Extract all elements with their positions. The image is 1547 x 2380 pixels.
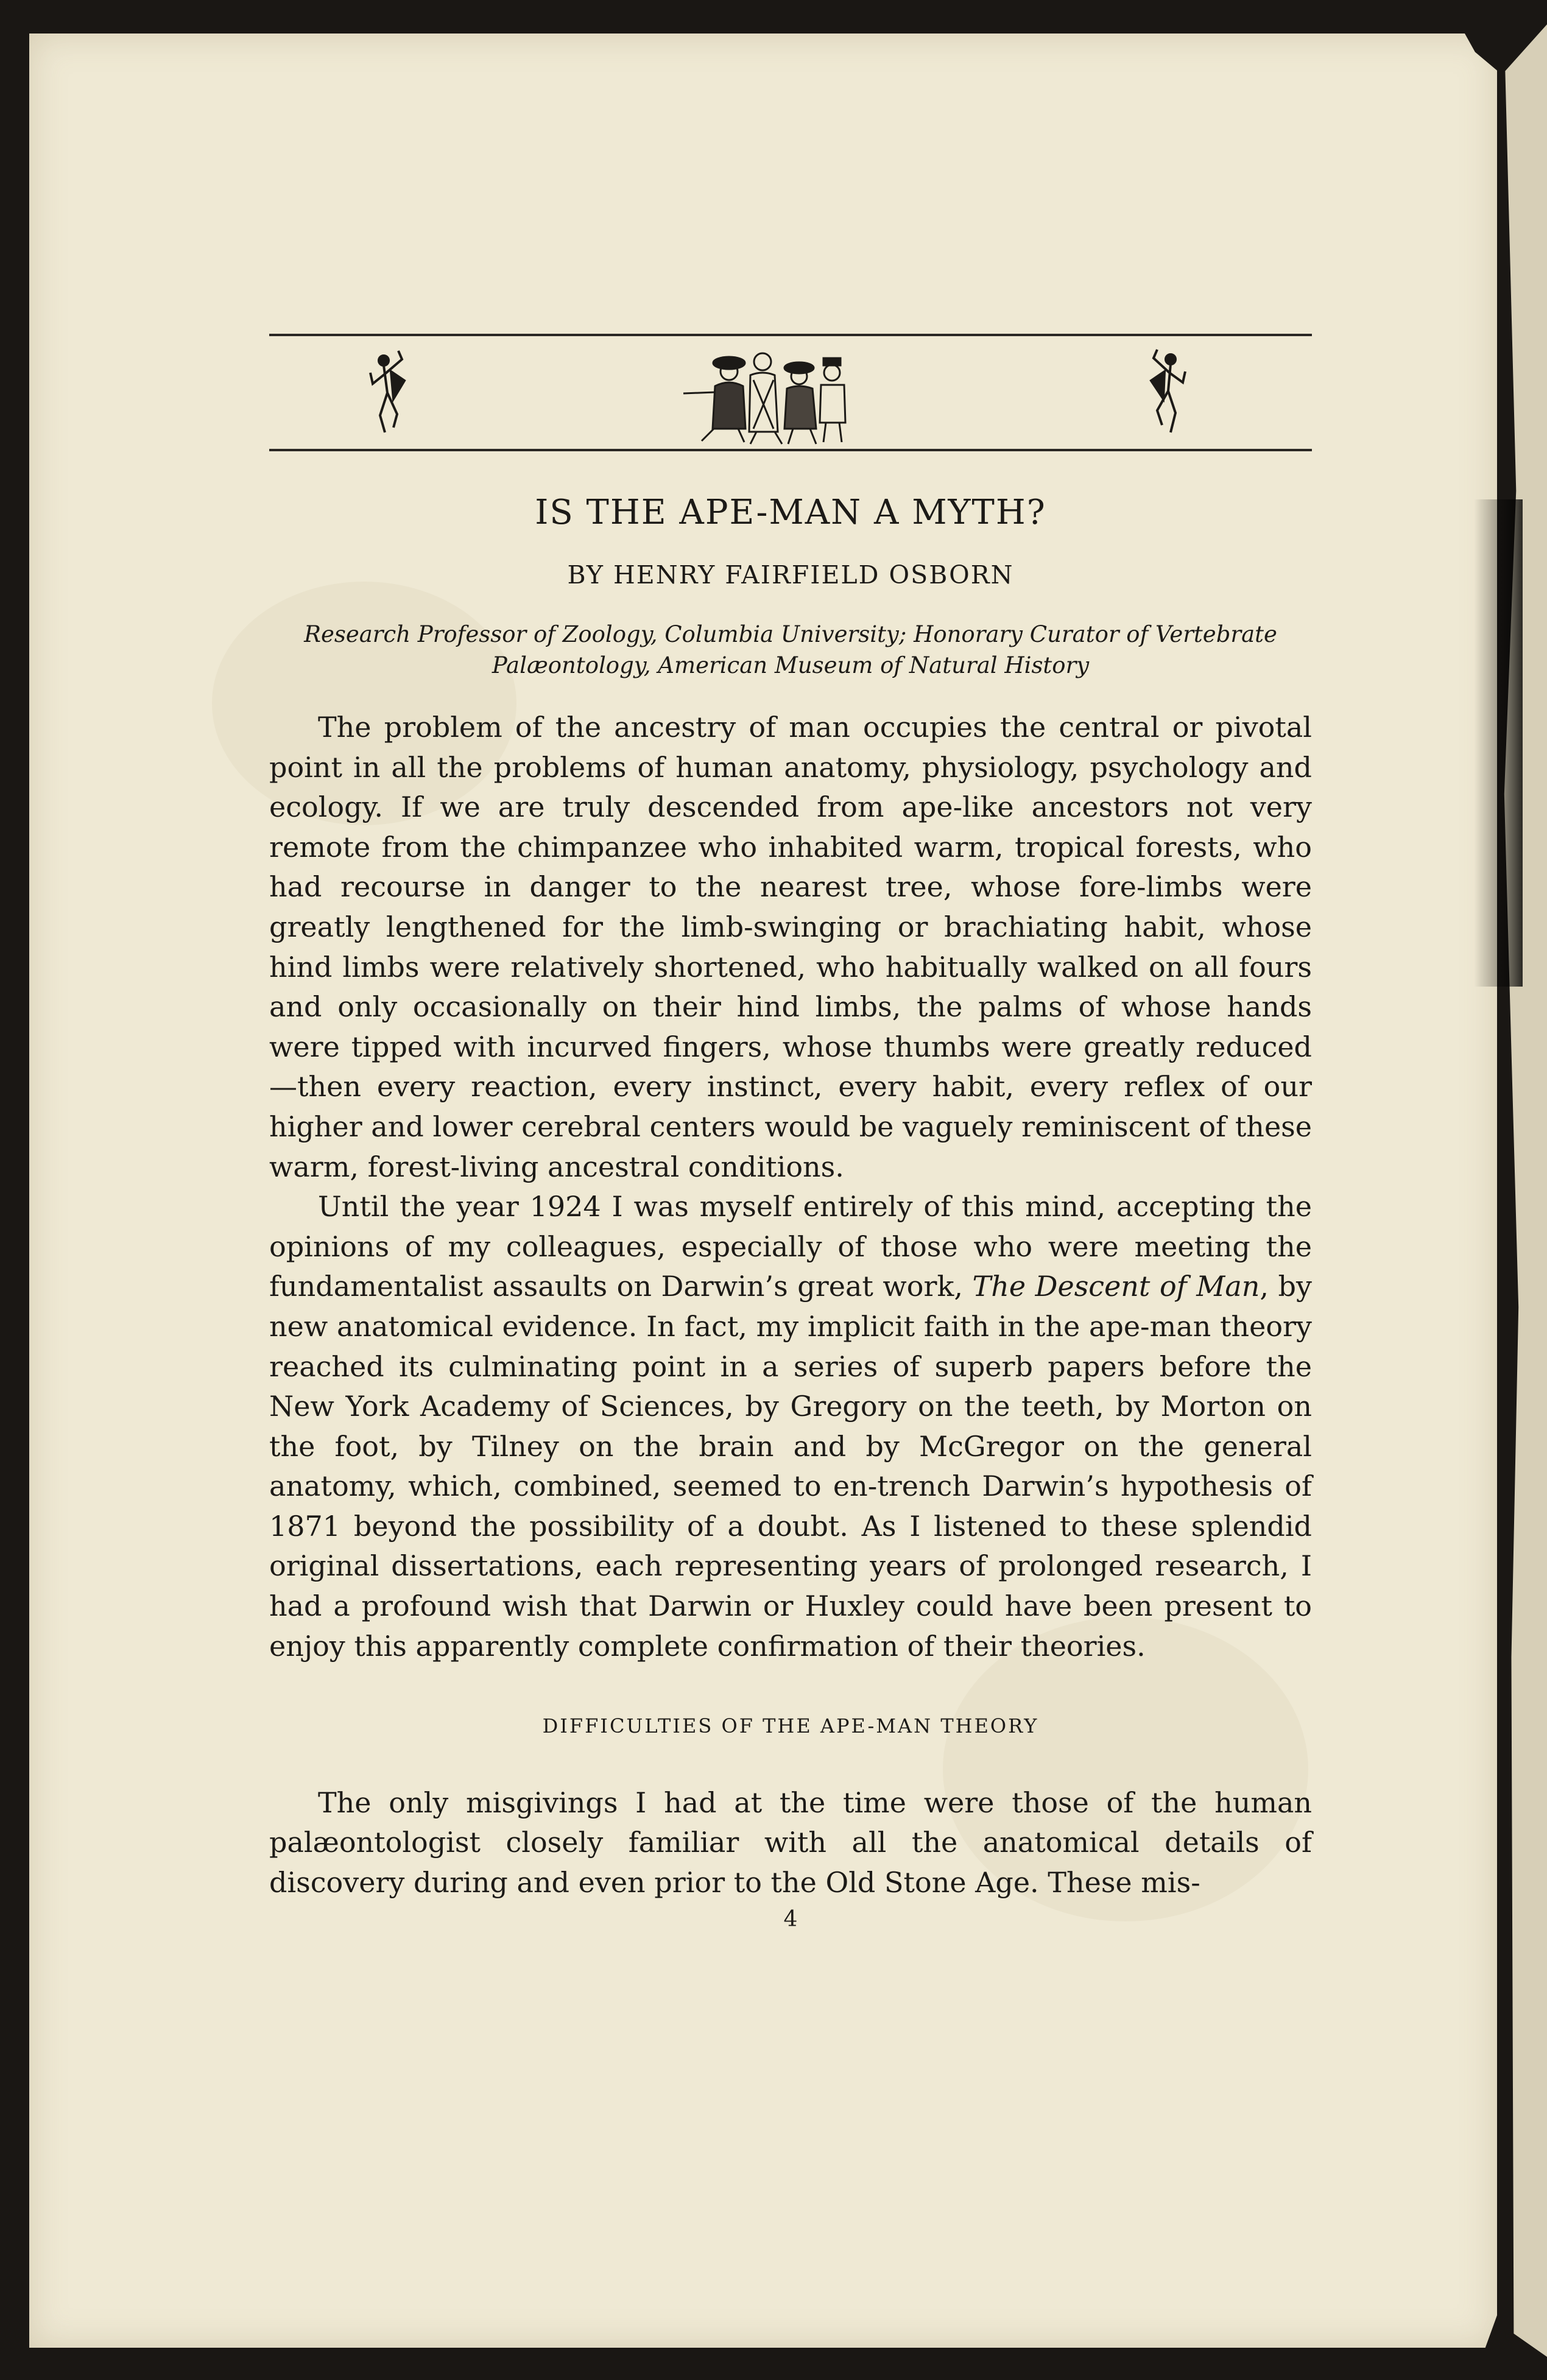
section-heading: DIFFICULTIES OF THE APE-MAN THEORY [542,1714,1039,1738]
paragraph-text: Until the year 1924 I was myself entirely of this mind, accepting the opinions of my colleagues, especially of those who were meeting the fundamentalist assaults on Darwin’s great work, [269,1190,1312,1303]
article-body [269,708,1312,1903]
bottom-rule [269,449,1312,451]
article [269,334,1312,1932]
group-of-figures-icon [677,343,872,447]
paragraph-text: , by new anatomical evidence. In fact, my implicit faith in the ape-man theory reached its culminating point in a series of superb papers before the New York Academy of Sciences, by Gregory on the teeth, by Morton on the foot, by Tilney on the brain and by McGregor on the general anatomy, which, combined, seemed to en-trench Darwin’s hypothesis of 1871 beyond the possibility of a doubt. As I listened to these splendid original dissertations, each representing years of prolonged research, I had a profound wish that Darwin or Huxley could have been present to enjoy this apparently complete confirmation of their theories. [269,1270,1312,1663]
article-byline: BY HENRY FAIRFIELD OSBORN [567,560,1014,590]
paragraph [269,1187,1312,1666]
author-affiliation [269,619,1312,681]
page-number: 4 [783,1906,798,1932]
article-title: IS THE APE-MAN A MYTH? [535,493,1046,532]
page-edge-shadow [1474,499,1523,987]
dancing-figure-icon [367,347,409,438]
affiliation-line: Palæontology, American Museum of Natural History [492,652,1090,678]
header-ornament [269,336,1312,449]
torn-page-edge [1499,24,1547,2357]
affiliation-line: Research Professor of Zoology, Columbia University; Honorary Curator of Vertebrate [304,621,1277,647]
book-title: The Descent of Man [972,1270,1260,1303]
paragraph: The problem of the ancestry of man occupies the central or pivotal point in all the problems of human anatomy, physiology, psychology and ecology. If we are truly descended from ape-like ancestors not very remote from the chimpanzee who inhabited warm, tropical forests, who had recourse in danger to the nearest tree, whose fore-limbs were greatly lengthened for the limb-swinging or brachiating habit, whose hind limbs were relatively shortened, who habitually walked on all fours and only occasionally on their hind limbs, the palms of whose hands were tipped with incurved fingers, whose thumbs were greatly reduced—then every reaction, every instinct, every habit, every reflex of our higher and lower cerebral centers would be vaguely reminiscent of these warm, forest-living ancestral conditions. [269,711,1312,1183]
paragraph: The only misgivings I had at the time were those of the human palæontologist closely familiar with all the anatomical details of discovery during and even prior to the Old Stone Age. These mis- [269,1786,1312,1899]
dancing-figure-icon [1146,347,1189,438]
